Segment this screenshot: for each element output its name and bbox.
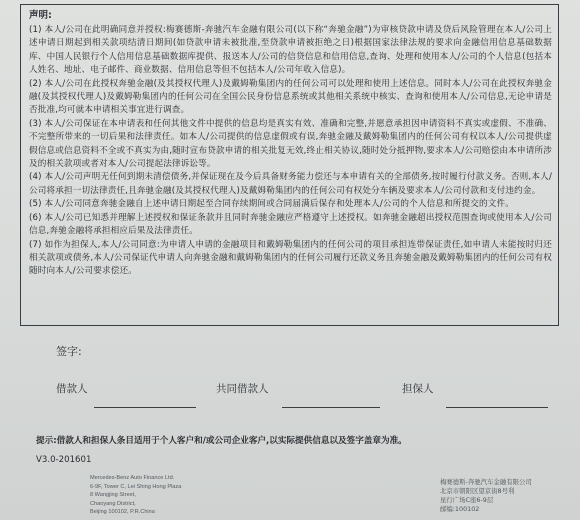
borrower-signature-line[interactable] (94, 407, 196, 408)
footer-line: 6-9F, Tower C, Lei Shing Hong Plaza (90, 483, 182, 490)
footer-address-cn (440, 478, 565, 514)
guarantor-signature-line[interactable] (446, 407, 548, 408)
declaration-clause-3: (3) 本人/公司保证在本申请表和任何其他文件中提供的信息均是真实有效、准确和完整,并愿意承担因申请资料不真实或虚假、不准确、不完整所带来的一切后果和法律责任。如本人/公司提供的信息虚假或有误,奔驰金融及戴姆勒集团内的任何公司有权以本人/公司提供虚假信息或信息资料不全或不真实为由,随时宣布贷款申请的相关批复无效,终止相关协议,随时处分抵押物,要求本人/公司赔偿由本申请所涉及的相关款项或者对本人/公司提起法律诉讼等。 (29, 118, 552, 170)
co-borrower-label: 共同借款人 (216, 383, 269, 395)
declaration-clause-2: (2) 本人/公司在此授权奔驰金融(及其授权代理人)及戴姆勒集团内的任何公司可以处理和使用上述信息。同时本人/公司在此授权奔驰金融(及其授权代理人)及戴姆勒集团内的任何公司在全国公民身份信息系统或其他相关系统中核实、查询和使用本人/公司信息,无论申请是否批准,均可就本申请相关事宜进行调查。 (29, 78, 552, 116)
footer-line: 梅赛德斯-奔驰汽车金融有限公司 (440, 478, 532, 486)
declaration-clause-6: (6) 本人/公司已知悉并理解上述授权和保证条款并且同时奔驰金融应严格遵守上述授权。如奔驰金融超出授权范围查询或使用本人/公司信息,奔驰金融将承担相应后果及法律责任。 (29, 212, 552, 237)
notice-text: 提示:借款人和担保人条目适用于个人客户和/或公司企业客户,以实际提供信息以及签字盖章为准。 (36, 436, 407, 446)
footer-line: 星行广场C座6-9层 (440, 496, 494, 504)
co-borrower-signature-line[interactable] (282, 407, 380, 408)
declaration-title: 声明: (29, 10, 52, 21)
footer-line: 邮编:100102 (440, 505, 480, 513)
declaration-clause-5: (5) 本人/公司同意奔驰金融自上述申请日期起至合同存续期间或合同届满后保存和处理本人/公司的个人信息和所提交的文件。 (29, 199, 515, 210)
footer-line: 北京市朝阳区望京街8号利 (440, 487, 515, 495)
guarantor-label: 担保人 (402, 383, 434, 395)
borrower-label: 借款人 (56, 383, 88, 395)
declaration-clause-1: (1) 本人/公司在此明确同意并授权:梅赛德斯-奔驰汽车金融有限公司(以下称“奔驰金融”)为审核贷款申请及贷后风险管理在本人/公司上述申请日期起到相关款项结清日期间(如贷款申请未被批准,至贷款申请被拒绝之日)根据国家法律法规的要求向金融信用信息基础数据库、中国人民银行个人信用信息基础数据库提供、报送本人/公司的信贷信息和信用信息,查询、处理和使用本人/公司的个人信息(包括本人姓名、地址、电子邮件、商业数据、信用信息等但不包括本人/公司年收入信息)。 (29, 25, 552, 76)
signature-label: 签字: (56, 345, 82, 358)
footer-line: 8 Wangjing Street, (90, 492, 136, 499)
footer-line: Chaoyang District, (90, 500, 136, 507)
declaration-clause-4: (4) 本人/公司声明无任何到期未清偿债务,并保证现在及今后具备财务能力偿还与本申请有关的全部债务,按时履行付款义务。否则,本人/公司将承担一切法律责任,且奔驰金融(及其授权代理人)及戴姆勒集团内的任何公司有权处分车辆及要求本人/公司付款和支付违约金。 (29, 172, 552, 196)
footer-line: Mercedes-Benz Auto Finance Ltd. (90, 475, 175, 481)
declaration-clause-7: (7) 如作为担保人,本人/公司同意:为申请人申请的金融项目和戴姆勒集团内的任何公司的项目承担连带保证责任,如申请人未能按时归还相关款项或债务,本人/公司保证代申请人向奔驰金融和戴姆勒集团内的任何公司履行还款义务且奔驰金融及戴姆勒集团内的任何公司有权随时向本人/公司要求偿还。 (29, 239, 552, 277)
footer-address-en (90, 474, 181, 517)
footer-line: Beijing 100102, P.R.China (90, 509, 155, 516)
version-code: V3.0-201601 (36, 455, 92, 465)
declaration-box (20, 4, 559, 326)
